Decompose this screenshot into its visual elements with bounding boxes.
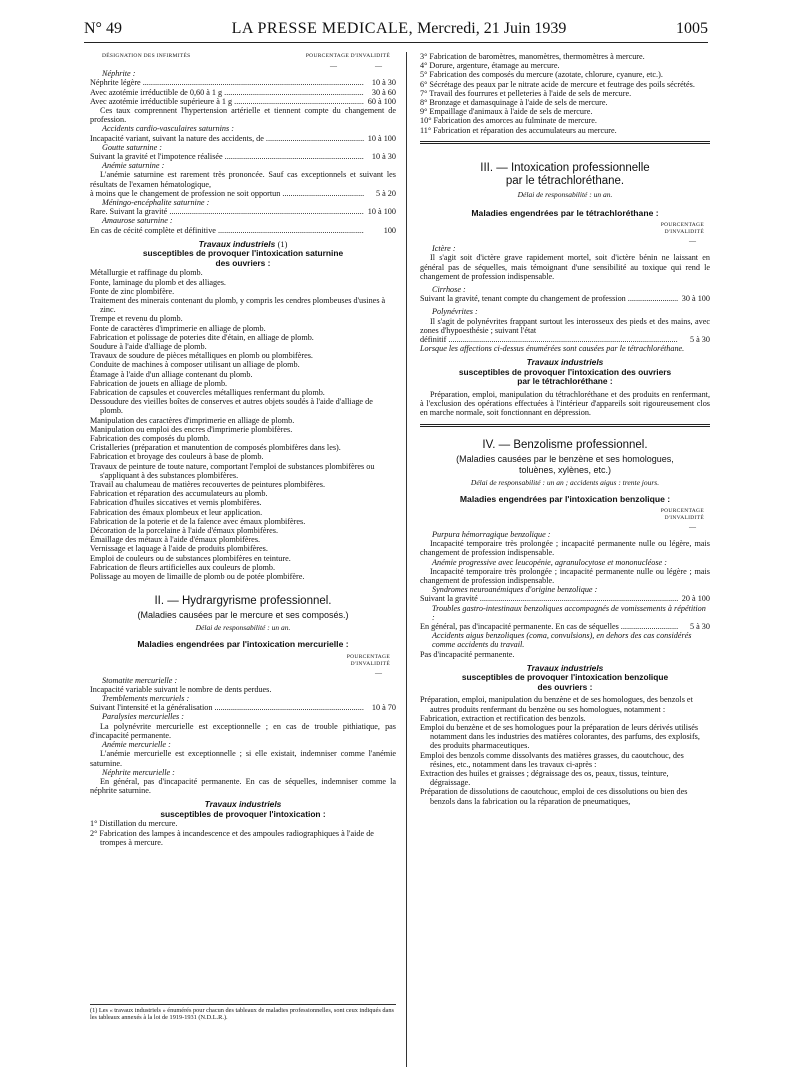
paralysies-text: La polynévrite mercurielle est exceptionnelle ; en cas de trouble pithiatique, pas d'incapacité permanente. xyxy=(90,721,396,740)
list-item: 4° Dorure, argenture, étamage au mercure. xyxy=(420,61,560,71)
list-item: 3° Fabrication de baromètres, manomètres, thermomètres à mercure. xyxy=(420,52,645,61)
nephrite-heading: Néphrite : xyxy=(102,69,136,79)
list-item: Vernissage et laquage à l'aide de produits plombifères. xyxy=(90,544,268,554)
page-header xyxy=(84,20,708,43)
accidents-row: Incapacité variant, suivant la nature des accidents, de ..... 10 à 100 xyxy=(90,134,396,143)
nephrite-row: Avec azotémie irréductible supérieure à 1 g ..... 60 à 100 xyxy=(90,97,396,106)
list-item: 6° Sécrétage des peaux par le nitrate acide de mercure et feutrage des poils sécrétés. xyxy=(420,79,695,89)
list-item: 9° Empaillage d'animaux à l'aide de sels de mercure. xyxy=(420,107,593,117)
list-item: Fabrication de jouets en alliage de plomb. xyxy=(90,378,228,388)
list-item: Fabrication des composés du plomb. xyxy=(90,434,210,444)
list-item: Étamage à l'aide d'un alliage contenant du plomb. xyxy=(90,369,253,379)
anemie-text: L'anémie saturnine est rarement très prononcée. Sauf cas exceptionnels et suivant les résultats de l'examen hématologique, xyxy=(90,170,396,189)
list-item: Dessoudure des vieilles boîtes de conserves et autres objets soudés à l'aide d'alliage de plomb. xyxy=(90,397,373,416)
issue-number: N° 49 xyxy=(84,20,122,37)
tremblements-heading: Tremblements mercuriels : xyxy=(102,694,190,704)
list-item: Extraction des huiles et graisses ; dégraissage des os, peaux, tissus, teinture, dégraissage. xyxy=(420,768,669,788)
list-item: Fonte de caractères d'imprimerie en alliage de plomb. xyxy=(90,323,266,333)
column-dashes-3: — xyxy=(689,237,696,246)
footnote: (1) Les « travaux industriels » énumérés pour chacun des tableaux de maladies professionnelles, sont ceux indiqués dans les tableaux annexés à la loi de 1919-1931 (N.D.L.R.). xyxy=(90,1004,396,1021)
travaux-benzol-heading: Travaux industriels susceptibles de provoquer l'intoxication benzolique des ouvriers : xyxy=(461,662,669,692)
list-item: Fabrication et réparation des accumulateurs au plomb. xyxy=(90,489,268,499)
col-pourcentage: POURCENTAGE D'INVALIDITÉ xyxy=(305,53,390,59)
left-column xyxy=(90,52,396,847)
section-4-maladies: Maladies engendrées par l'intoxication benzolique : xyxy=(459,493,671,504)
list-item: 7° Travail des fourrures et pelleteries à l'aide de sels de mercure. xyxy=(420,88,632,98)
section-2-subtitle: (Maladies causées par le mercure et ses composés.) xyxy=(137,610,349,621)
list-item: Soudure à l'aide d'alliage de plomb. xyxy=(90,341,207,351)
tetrachlor-works-text: Préparation, emploi, manipulation du tétrachloréthane et des produits en renfermant, à l'exclusion des opérations effectuées à l'intérieur d'appareils soit rigoureusement clos en marche normale, soit fonctionnant en dépression. xyxy=(420,389,710,418)
travaux-tetrachlor-heading: Travaux industriels susceptibles de provoquer l'intoxication des ouvriers par le tétrachloréthane : xyxy=(458,357,672,387)
polynevrites-heading: Polynévrites : xyxy=(432,307,478,317)
section-2-title: II. — Hydrargyrisme professionnel. xyxy=(154,595,332,608)
lorsque-note: Lorsque les affections ci-dessus énumérées sont causées par le tétrachloréthane. xyxy=(420,344,685,354)
purpura-text: Incapacité temporaire très prolongée ; incapacité permanente nulle ou légère, mais changement de profession indispensable. xyxy=(420,539,710,558)
column-dashes-2: — xyxy=(375,668,382,677)
mercury-works-list xyxy=(90,819,396,847)
journal-title: LA PRESSE MEDICALE, xyxy=(231,20,414,37)
anemie-benzol-text: Incapacité temporaire très prolongée ; incapacité permanente nulle ou légère ; mais changement de profession indispensable. xyxy=(420,566,710,585)
list-item: Polissage au moyen de limaille de plomb ou de potée plombifère. xyxy=(90,572,305,582)
nephrite-mercurielle-text: En général, pas d'incapacité permanente. En cas de séquelles, indemniser comme la néphrite saturnine. xyxy=(90,776,396,796)
cirrhose-heading: Cirrhose : xyxy=(432,285,466,295)
benzol-works-list xyxy=(420,695,710,805)
section-4-delai: Délai de responsabilité : un an ; accidents aigus : trente jours. xyxy=(470,477,660,487)
stomatite-heading: Stomatite mercurielle : xyxy=(102,675,178,685)
section-2-maladies: Maladies engendrées par l'intoxication mercurielle : xyxy=(137,639,349,650)
nephrite-rows xyxy=(90,78,396,106)
section-rule-2 xyxy=(420,143,710,144)
syndromes-heading: Syndromes neuroanémiques d'origine benzolique : xyxy=(432,585,598,595)
meningo-row: Rare. Suivant la gravité ..... 10 à 100 xyxy=(90,207,396,216)
polynevrites-text: Il s'agit de polynévrites frappant surtout les interosseux des pieds et des mains, avec zones d'hypoesthésie ; suivant l'état xyxy=(420,316,710,335)
column-dashes: — — xyxy=(330,62,382,71)
anemie-heading: Anémie saturnine : xyxy=(102,161,165,171)
list-item: 10° Fabrication des amorces au fulminate de mercure. xyxy=(420,116,597,126)
tremblements-row: Suivant l'intensité et la généralisation ..... 10 à 70 xyxy=(90,703,396,712)
list-item: Fabrication des émaux plombeux et leur application. xyxy=(90,507,263,517)
mercury-works-list-continued xyxy=(420,52,710,135)
syndromes-row: Suivant la gravité ..... 20 à 100 xyxy=(420,594,710,603)
cirrhose-row: Suivant la gravité, tenant compte du changement de profession ..... 30 à 100 xyxy=(420,294,710,303)
ictere-heading: Ictère : xyxy=(432,244,456,254)
right-column xyxy=(420,52,710,806)
travaux-saturnine-heading: Travaux industriels (1) susceptibles de provoquer l'intoxication saturnine des ouvriers : xyxy=(142,238,344,268)
section-4-title: IV. — Benzolisme professionnel. xyxy=(482,438,648,451)
list-item: Fonte de zinc plombifère. xyxy=(90,286,175,296)
list-item: Cristalleries (préparation et manutention de composés plombifères dans les). xyxy=(90,443,341,453)
list-item: Traitement des minerais contenant du plomb, y compris les cendres plombeuses d'usines à zinc. xyxy=(90,295,386,315)
nephrite-mercurielle-heading: Néphrite mercurielle : xyxy=(102,767,175,777)
list-item: Fonte, laminage du plomb et des alliages. xyxy=(90,277,226,287)
nephrite-note: Ces taux comprennent l'hypertension artérielle et tiennent compte du changement de profession. xyxy=(90,106,396,125)
list-item: Fabrication de fleurs artificielles aux couleurs de plomb. xyxy=(90,562,276,572)
nephrite-row: Néphrite légère ..... 10 à 30 xyxy=(90,78,396,87)
list-item: Fabrication de la poterie et de la faïence avec émaux plombifères. xyxy=(90,516,306,526)
list-item: Fabrication de capsules et couvercles métalliques renfermant du plomb. xyxy=(90,388,325,397)
list-item: Trempe et revenu du plomb. xyxy=(90,314,183,324)
ictere-text: Il s'agit soit d'ictère grave rapidement mortel, soit d'ictère bénin ne laissant en général pas de séquelles, mais témoignant d'une sensibilité au toxique qui rend le changement de profession indispensable. xyxy=(420,253,710,281)
troubles-row: En général, pas d'incapacité permanente. En cas de séquelles ..... 5 à 30 xyxy=(420,622,710,631)
paralysies-heading: Paralysies mercurielles : xyxy=(102,712,185,722)
list-item: Émaillage des métaux à l'aide d'émaux plombifères. xyxy=(90,535,261,545)
section-rule-3 xyxy=(420,424,710,425)
column-dashes-4: — xyxy=(689,522,696,531)
lead-works-list xyxy=(90,268,396,581)
list-item: Manipulation ou emploi des encres d'imprimerie plombifères. xyxy=(90,424,293,434)
section-3-title: III. — Intoxication professionnelle par le tétrachloréthane. xyxy=(480,161,650,187)
stomatite-text: Incapacité variable suivant le nombre de dents perdues. xyxy=(90,684,272,694)
purpura-heading: Purpura hémorragique benzolique : xyxy=(432,529,551,539)
goutte-row: Suivant la gravité et l'impotence réalisée ..... 10 à 30 xyxy=(90,152,396,161)
pourcentage-header: POURCENTAGE D'INVALIDITÉ xyxy=(346,653,390,667)
anemie-mercurielle-heading: Anémie mercurielle : xyxy=(102,740,171,750)
polynevrites-row: définitif ..... 5 à 30 xyxy=(420,335,710,344)
anemie-benzol-heading: Anémie progressive avec leucopénie, agranulocytose et mononucléose : xyxy=(432,557,667,567)
section-3-maladies: Maladies engendrées par le tétrachloréthane : xyxy=(471,208,659,219)
list-item: Travail au chalumeau de matières recouvertes de peintures plombifères. xyxy=(90,480,325,490)
list-item: 5° Fabrication des composés du mercure (azotate, chlorure, cyanure, etc.). xyxy=(420,70,663,80)
meningo-heading: Méningo-encéphalite saturnine : xyxy=(102,198,210,208)
section-3-delai: Délai de responsabilité : un an. xyxy=(517,189,613,199)
accidents-aigus-text: Accidents aigus benzoliques (coma, convulsions), en dehors des cas considérés comme accidents du travail. xyxy=(432,631,692,650)
column-divider xyxy=(406,52,407,1067)
anemie-mercurielle-text: L'anémie mercurielle est exceptionnelle ; si elle existait, indemniser comme l'anémie saturnine. xyxy=(90,749,396,768)
accidents-heading: Accidents cardio-vasculaires saturnins : xyxy=(102,124,234,134)
pourcentage-header-3: POURCENTAGE D'INVALIDITÉ xyxy=(660,222,704,236)
list-item: 11° Fabrication et réparation des accumulateurs au mercure. xyxy=(420,125,617,135)
amaurose-heading: Amaurose saturnine : xyxy=(102,216,173,226)
list-item: Travaux de soudure de pièces métalliques en plomb ou plombifères. xyxy=(90,351,313,361)
list-item: Décoration de la porcelaine à l'aide d'émaux plombifères. xyxy=(90,526,278,536)
issue-date: Mercredi, 21 Juin 1939 xyxy=(417,20,567,37)
list-item: 1° Distillation du mercure. xyxy=(90,819,178,829)
list-item: Préparation, emploi, manipulation du benzène et de ses homologues, des benzols et autres produits renfermant du benzène ou ses homologues, notamment : xyxy=(420,695,693,714)
goutte-heading: Goutte saturnine : xyxy=(102,142,163,152)
list-item: Emploi du benzène et de ses homologues pour la préparation de leurs dérivés utilisés notamment dans les industries des matières colorantes, des parfums, des explosifs, des produits pharmaceutiques. xyxy=(420,722,700,751)
travaux-mercure-heading: Travaux industriels susceptibles de provoquer l'intoxication : xyxy=(160,799,326,819)
list-item: Conduite de machines à composer utilisant un alliage de plomb. xyxy=(90,360,300,370)
amaurose-row: En cas de cécité complète et définitive ..... 100 xyxy=(90,226,396,235)
journal-title-line xyxy=(232,20,567,38)
list-item: Manipulation des caractères d'imprimerie en alliage de plomb. xyxy=(90,415,295,425)
troubles-heading: Troubles gastro-intestinaux benzoliques accompagnés de vomissements à répétition : xyxy=(432,603,706,622)
section-rule-4 xyxy=(420,426,710,427)
page-number: 1005 xyxy=(676,20,708,37)
list-item: Préparation de dissolutions de caoutchouc, emploi de ces dissolutions ou bien des benzols dans la fabrication ou la réparation de pneumatiques, xyxy=(420,787,688,806)
table-column-headers xyxy=(102,52,390,61)
pourcentage-header-4: POURCENTAGE D'INVALIDITÉ xyxy=(660,507,704,521)
list-item: Fabrication, extraction et rectification des benzols. xyxy=(420,713,586,723)
list-item: Travaux de peinture de toute nature, comportant l'emploi de substances plombifères ou s'appliquant à des substances plombifères. xyxy=(90,461,375,480)
list-item: Emploi de couleurs ou de substances plombifères en teinture. xyxy=(90,553,291,563)
list-item: 2° Fabrication des lampes à incandescence et des ampoules radiographiques à l'aide de trompes à mercure. xyxy=(90,828,374,847)
anemie-row: à moins que le changement de profession ne soit opportun ..... 5 à 20 xyxy=(90,189,396,198)
list-item: Fabrication d'huiles siccatives et vernis plombifères. xyxy=(90,498,262,508)
list-item: Fabrication et broyage des couleurs à base de plomb. xyxy=(90,452,264,462)
nephrite-row: Avec azotémie irréductible de 0,60 à 1 g ..... 30 à 60 xyxy=(90,88,396,97)
list-item: Métallurgie et raffinage du plomb. xyxy=(90,268,203,278)
accidents-aigus-last: Pas d'incapacité permanente. xyxy=(420,649,515,659)
col-designation: DÉSIGNATION DES INFIRMITÉS xyxy=(102,53,191,59)
section-4-subtitle: (Maladies causées par le benzène et ses homologues, toluènes, xylènes, etc.) xyxy=(456,453,674,475)
section-rule xyxy=(420,141,710,142)
section-2-delai: Délai de responsabilité : un an. xyxy=(195,623,291,633)
list-item: Fabrication et polissage de poteries dite d'étain, en alliage de plomb. xyxy=(90,332,314,342)
list-item: Emploi des benzols comme dissolvants des matières grasses, du caoutchouc, des résines, etc., notamment dans les travaux ci-après : xyxy=(420,750,684,769)
list-item: 8° Bronzage et damasquinage à l'aide de sels de mercure. xyxy=(420,98,608,108)
